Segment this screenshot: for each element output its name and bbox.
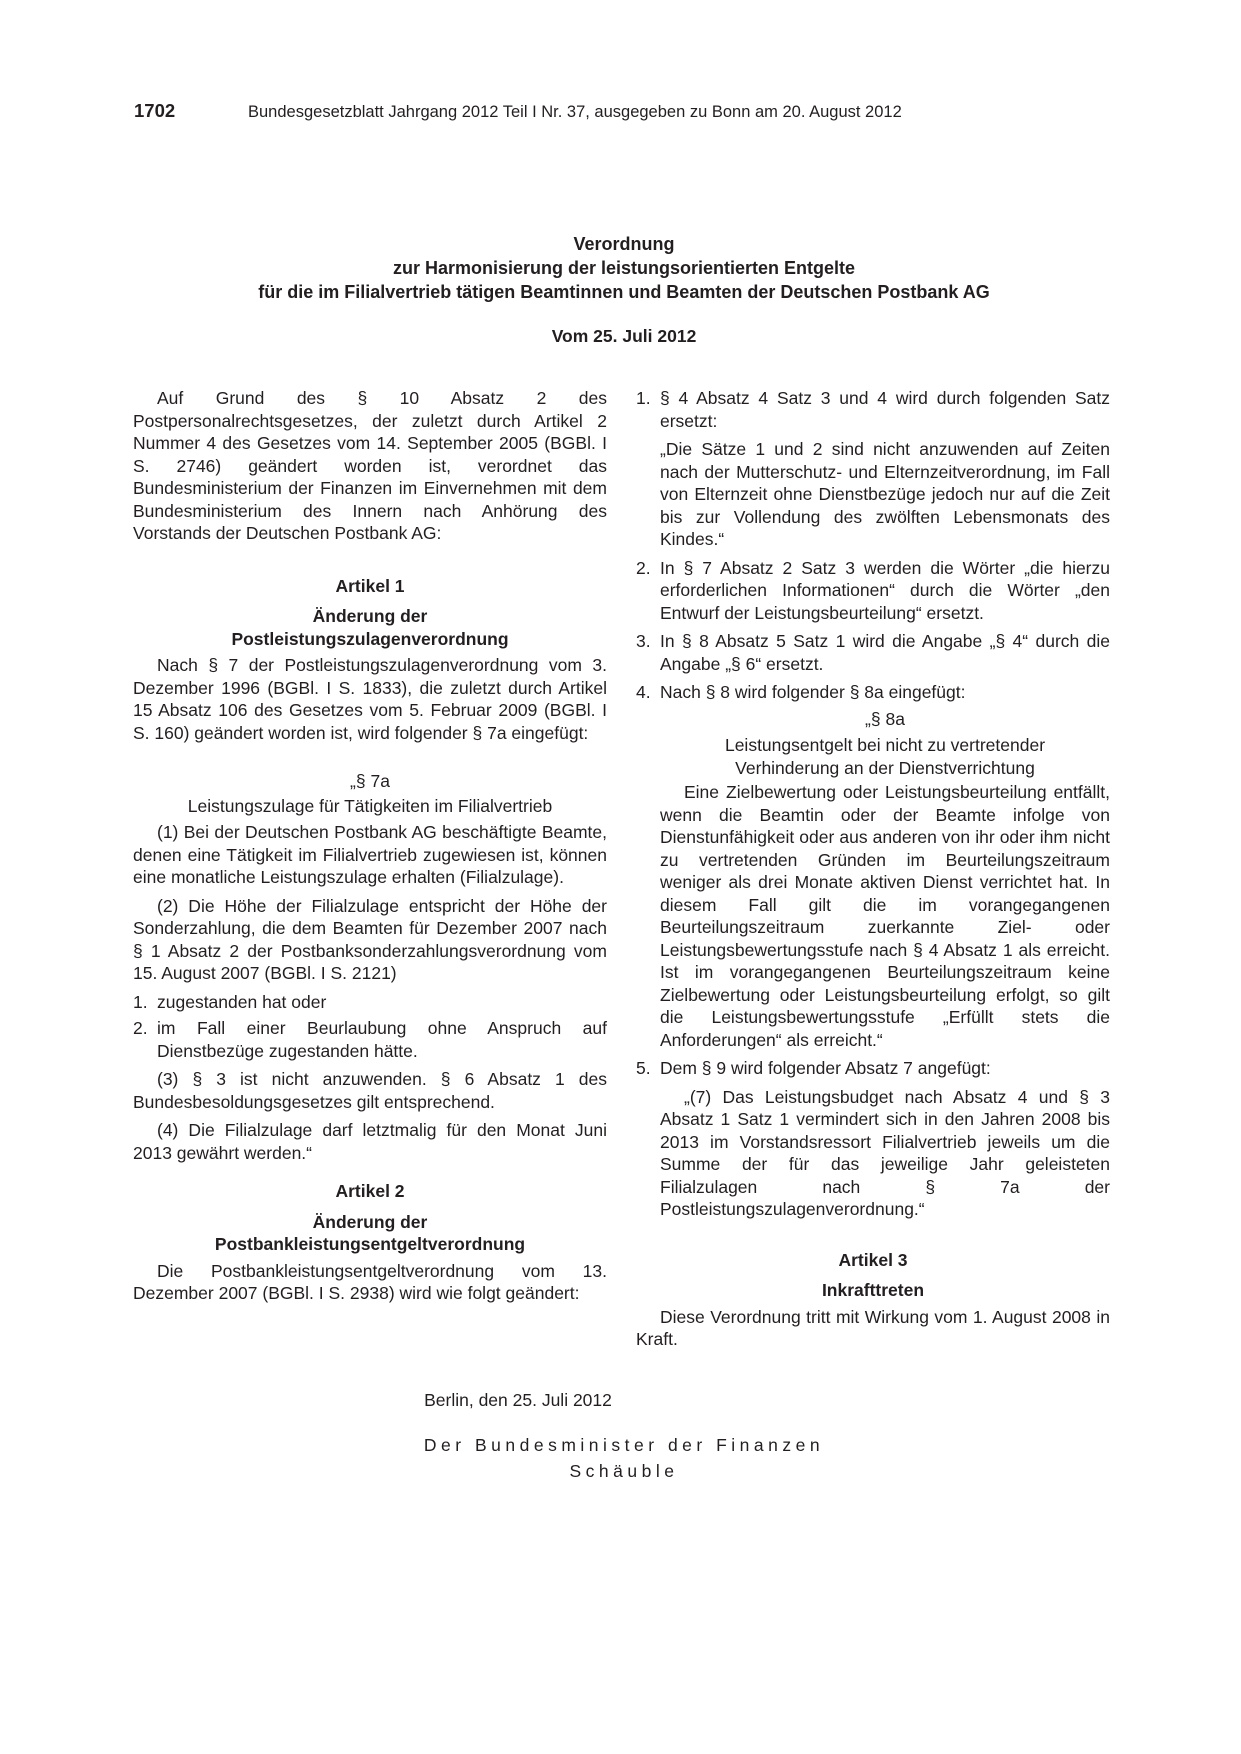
par-7a-abs-2: (2) Die Höhe der Filialzulage entspricht der Höhe der Sonderzahlung, die dem Beamten für Dezember 2007 nach § 1 Absatz 2 der Postbanksonderzahlungsverordnung vom 15. August 2007 (BGBl. I S. 2121) (133, 895, 607, 983)
par-8a-title-2: Verhinderung an der Dienstverrichtung (735, 757, 1035, 778)
list-item-number: 4. (636, 682, 651, 702)
par-8a-block (636, 708, 1110, 1052)
list-item-text: In § 8 Absatz 5 Satz 1 wird die Angabe „§ 4“ durch die Angabe „§ 6“ ersetzt. (660, 631, 1110, 674)
article-2-subtitle-1: Änderung der (312, 1211, 428, 1232)
amendment-item-5 (636, 1057, 1110, 1080)
page-header (134, 100, 1114, 122)
list-item-number: 2. (636, 557, 651, 578)
list-item-number: 1. (133, 991, 148, 1012)
par-7a-abs-4: (4) Die Filialzulage darf letztmalig für den Monat Juni 2013 gewährt werden.“ (133, 1120, 607, 1163)
par-8a-title-1: Leistungsentgelt bei nicht zu vertretender (724, 735, 1046, 755)
article-2-text: Die Postbankleistungsentgeltverordnung vom 13. Dezember 2007 (BGBl. I S. 2938) wird wie folgt geändert: (133, 1260, 607, 1303)
right-column (636, 387, 1110, 1351)
par-7a-title: Leistungszulage für Tätigkeiten im Filialvertrieb (187, 795, 553, 816)
article-1-heading: Artikel 1 (335, 575, 405, 596)
amendment-item-1 (636, 387, 1110, 432)
title-line-3: für die im Filialvertrieb tätigen Beamtinnen und Beamten der Deutschen Postbank AG (258, 282, 990, 302)
amendment-5-quote: „(7) Das Leistungsbudget nach Absatz 4 und § 3 Absatz 1 Satz 1 vermindert sich in den Jahren 2008 bis 2013 im Vorstandsressort Filialvertrieb jeweils um die Summe der für das jeweilige Jahr geleisteten Filialzulagen nach § 7a der Postleistungszulagenverordnung.“ (660, 1086, 1110, 1219)
list-item-text: im Fall einer Beurlaubung ohne Anspruch auf Dienstbezüge zugestanden hätte. (157, 1018, 607, 1061)
list-item-text: In § 7 Absatz 2 Satz 3 werden die Wörter „die hierzu erforderlichen Informationen“ durch die Wörter „den Entwurf der Leistungsbeurteilung“ ersetzt. (660, 557, 1110, 623)
par-7a-abs-1: (1) Bei der Deutschen Postbank AG beschäftigte Beamte, denen eine Tätigkeit im Filialvertrieb zugewiesen ist, können eine monatliche Leistungszulage erhalten (Filialzulage). (133, 822, 607, 887)
document-title (134, 232, 1114, 304)
list-item-text: Nach § 8 wird folgender § 8a eingefügt: (660, 682, 966, 702)
running-title: Bundesgesetzblatt Jahrgang 2012 Teil I Nr. 37, ausgegeben zu Bonn am 20. August 2012 (248, 103, 902, 121)
amendment-item-4 (636, 681, 1110, 704)
amendment-item-3 (636, 630, 1110, 675)
article-2-subtitle-2: Postbankleistungsentgeltverordnung (214, 1234, 526, 1254)
article-2-heading: Artikel 2 (335, 1181, 405, 1201)
list-item-number: 1. (636, 388, 651, 408)
article-3-heading: Artikel 3 (838, 1249, 908, 1270)
amendment-1-quote: „Die Sätze 1 und 2 sind nicht anzuwenden auf Zeiten nach der Mutterschutz- und Elternzeitverordnung, im Fall von Elternzeit ohne Dienstbezüge jedoch nur auf die Zeit bis zur Vollendung des zwölften Lebensmonats des Kindes.“ (660, 439, 1110, 549)
article-1-text: Nach § 7 der Postleistungszulagenverordnung vom 3. Dezember 1996 (BGBl. I S. 1833), die zuletzt durch Artikel 15 Absatz 106 des Gesetzes vom 5. Februar 2009 (BGBl. I S. 160) geändert worden ist, wird folgender § 7a eingefügt: (133, 655, 607, 743)
signatory-name: Schäuble (569, 1461, 679, 1481)
list-item-text: § 4 Absatz 4 Satz 3 und 4 wird durch folgenden Satz ersetzt: (660, 388, 1110, 431)
left-column (133, 387, 607, 1305)
list-item-number: 3. (636, 631, 651, 651)
document-date: Vom 25. Juli 2012 (551, 326, 697, 346)
list-item-number: 2. (133, 1018, 148, 1038)
par-7a-heading: „§ 7a (350, 771, 390, 791)
list-item-text: Dem § 9 wird folgender Absatz 7 angefügt: (660, 1058, 991, 1078)
par-8a-text: Eine Zielbewertung oder Leistungsbeurteilung entfällt, wenn die Beamtin oder der Beamte infolge von Dienstunfähigkeit oder aus anderen von ihr oder ihm nicht zu vertretenden Gründen im Beurteilungszeitraum weniger als drei Monate aktiven Dienst verrichtet hat. In diesem Fall gilt die im vorangegangenen Beurteilungszeitraum zuerkannte Ziel- oder Leistungsbewertungsstufe nach § 4 Absatz 1 als erreicht. Ist im vorangegangenen Beurteilungszeitraum keine Zielbewertung oder Leistungsbeurteilung erfolgt, so gilt die Leistungsbewertungsstufe „Erfüllt stets die Anforderungen“ als erreicht.“ (660, 782, 1110, 1050)
signature-block (134, 1432, 1114, 1484)
article-3-text: Diese Verordnung tritt mit Wirkung vom 1. August 2008 in Kraft. (636, 1306, 1110, 1349)
list-item-number: 5. (636, 1058, 651, 1078)
list-item-text: zugestanden hat oder (157, 991, 327, 1012)
article-3-subtitle: Inkrafttreten (821, 1280, 925, 1300)
amendment-item-2 (636, 557, 1110, 625)
preamble: Auf Grund des § 10 Absatz 2 des Postpersonalrechtsgesetzes, der zuletzt durch Artikel 2 Nummer 4 des Gesetzes vom 14. September 2005 (BGBl. I S. 2746) geändert worden ist, verordnet das Bundesministerium der Finanzen im Einvernehmen mit dem Bundesministerium des Innern nach Anhörung des Vorstands der Deutschen Postbank AG: (133, 388, 607, 543)
signatory-role: Der Bundesminister der Finanzen (423, 1435, 825, 1455)
article-1-subtitle-2: Postleistungszulagenverordnung (231, 628, 509, 649)
title-line-1: Verordnung (573, 234, 675, 254)
par-8a-heading: „§ 8a (865, 708, 905, 729)
signature-place-date: Berlin, den 25. Juli 2012 (424, 1390, 612, 1410)
par-7a-abs-3: (3) § 3 ist nicht anzuwenden. § 6 Absatz 1 des Bundesbesoldungsgesetzes gilt entsprechend. (133, 1069, 607, 1112)
page-number: 1702 (134, 100, 176, 121)
list-item (133, 991, 607, 1014)
article-1-subtitle-1: Änderung der (312, 606, 428, 626)
list-item (133, 1017, 607, 1062)
title-line-2: zur Harmonisierung der leistungsorientierten Entgelte (392, 258, 856, 278)
